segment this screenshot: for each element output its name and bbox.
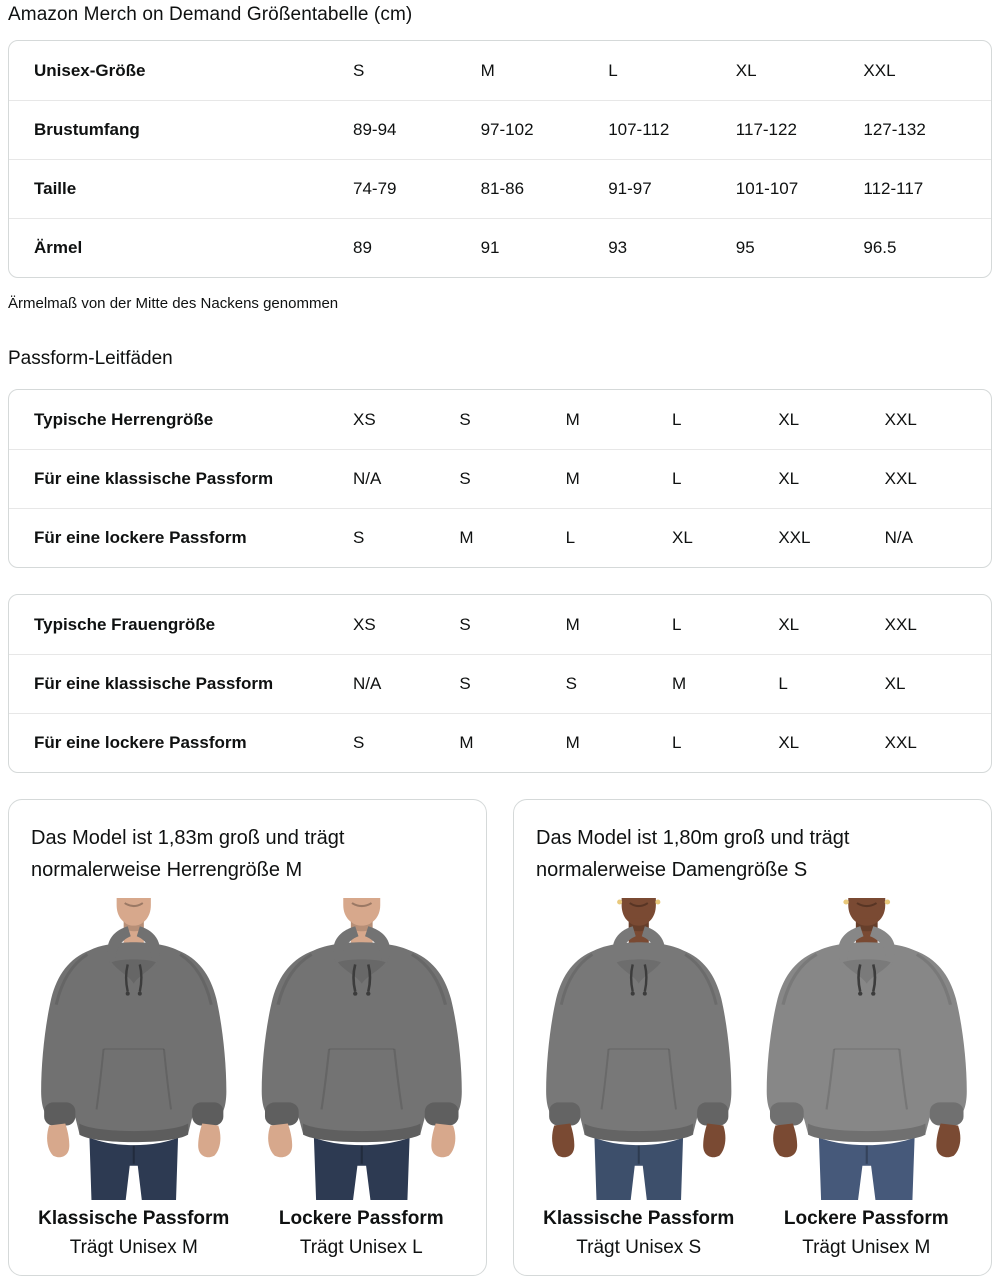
cell-value: XXL: [884, 614, 917, 634]
cell-value: 91-97: [608, 179, 652, 198]
cell-value: L: [672, 469, 682, 488]
cell-value: L: [778, 674, 788, 693]
fit-label: Klassische Passform: [543, 1208, 735, 1230]
cell-value: N/A: [353, 469, 382, 488]
cell-value: 96.5: [863, 238, 897, 257]
cell-value: N/A: [884, 528, 913, 547]
size-label: Trägt Unisex M: [802, 1237, 931, 1259]
table-row-classic-fit: [9, 654, 991, 713]
unisex-size-table: [8, 40, 992, 278]
table-row-sleeve: [9, 218, 991, 277]
row-label: Für eine klassische Passform: [34, 674, 274, 693]
size-label: Trägt Unisex M: [69, 1237, 198, 1259]
model-figure-classic: [23, 898, 245, 1259]
table-row-waist: [9, 159, 991, 218]
size-label: Trägt Unisex L: [299, 1237, 423, 1259]
model-card-men: [8, 799, 487, 1276]
cell-value: XS: [353, 614, 376, 634]
cell-value: XL: [778, 409, 800, 429]
cell-value: XS: [353, 409, 376, 429]
cell-value: S: [353, 528, 365, 547]
cell-value: S: [565, 674, 577, 693]
row-label: Für eine klassische Passform: [34, 469, 274, 488]
cell-value: XXL: [884, 409, 917, 429]
size-table-header-label: Unisex-Größe: [34, 60, 146, 80]
cell-value: M: [565, 733, 580, 752]
row-label: Ärmel: [34, 238, 83, 257]
model-cards: [8, 799, 992, 1276]
cell-value: 101-107: [735, 179, 799, 198]
row-label: Taille: [34, 179, 77, 198]
cell-value: M: [672, 674, 687, 693]
table-row-loose-fit: [9, 508, 991, 567]
cell-value: S: [459, 409, 471, 429]
figure-caption: [528, 1208, 750, 1259]
cell-value: M: [565, 614, 580, 634]
cell-value: L: [672, 409, 682, 429]
sleeve-measurement-note: Ärmelmaß von der Mitte des Nackens genommen: [8, 295, 339, 312]
size-table-header-row: [9, 41, 991, 100]
female-model-loose-fit-hoodie-photo: [756, 898, 978, 1200]
cell-value: L: [672, 733, 682, 752]
cell-value: 74-79: [353, 179, 397, 198]
cell-value: 89: [353, 238, 372, 257]
table-row-classic-fit: [9, 449, 991, 508]
cell-value: 95: [735, 238, 755, 257]
cell-value: S: [459, 469, 471, 488]
figures-row: [528, 898, 977, 1259]
figure-caption: [756, 1208, 978, 1259]
cell-value: XXL: [778, 528, 811, 547]
fit-label: Lockere Passform: [783, 1208, 949, 1230]
cell-value: S: [459, 614, 471, 634]
row-label: Typische Herrengröße: [34, 409, 214, 429]
female-model-classic-fit-hoodie-photo: [528, 898, 750, 1200]
cell-value: 93: [608, 238, 628, 257]
model-card-women: [513, 799, 992, 1276]
row-label: Brustumfang: [34, 120, 140, 139]
size-label: Trägt Unisex S: [576, 1237, 702, 1259]
row-label: Für eine lockere Passform: [34, 528, 247, 547]
size-column-xl: XL: [735, 60, 757, 80]
figure-caption: [251, 1208, 473, 1259]
table-row-chest: [9, 100, 991, 159]
table-row-typical-womens-size: [9, 595, 991, 654]
figure-caption: [23, 1208, 245, 1259]
cell-value: S: [353, 733, 365, 752]
mens-fit-table: [8, 389, 992, 568]
model-description: Das Model ist 1,83m groß und trägt normalerweise Herrengröße M: [31, 827, 345, 881]
cell-value: XXL: [884, 469, 917, 488]
male-model-classic-fit-hoodie-photo: [23, 898, 245, 1200]
cell-value: 89-94: [353, 120, 397, 139]
model-figure-loose: [756, 898, 978, 1259]
cell-value: 91: [480, 238, 500, 257]
cell-value: 127-132: [863, 120, 926, 139]
model-figure-classic: [528, 898, 750, 1259]
row-label: Typische Frauengröße: [34, 614, 216, 634]
size-column-m: M: [480, 60, 495, 80]
size-column-l: L: [608, 60, 618, 80]
cell-value: XXL: [884, 733, 917, 752]
model-figure-loose: [251, 898, 473, 1259]
cell-value: M: [565, 469, 580, 488]
fit-label: Lockere Passform: [278, 1208, 444, 1230]
cell-value: XL: [778, 733, 800, 752]
cell-value: XL: [778, 614, 800, 634]
cell-value: L: [565, 528, 576, 547]
cell-value: S: [459, 674, 471, 693]
cell-value: M: [459, 733, 474, 752]
fit-guides-heading: Passform-Leitfäden: [8, 348, 173, 369]
cell-value: N/A: [353, 674, 382, 693]
cell-value: 97-102: [480, 120, 534, 139]
cell-value: 107-112: [608, 120, 670, 139]
model-description: Das Model ist 1,80m groß und trägt normalerweise Damengröße S: [536, 827, 850, 881]
row-label: Für eine lockere Passform: [34, 733, 247, 752]
cell-value: XL: [778, 469, 800, 488]
cell-value: M: [459, 528, 474, 547]
male-model-loose-fit-hoodie-photo: [251, 898, 473, 1200]
table-row-loose-fit: [9, 713, 991, 772]
womens-fit-table: [8, 594, 992, 773]
fit-label: Klassische Passform: [38, 1208, 230, 1230]
figures-row: [23, 898, 472, 1259]
page-title: Amazon Merch on Demand Größentabelle (cm): [8, 4, 413, 25]
cell-value: XL: [672, 528, 693, 547]
table-row-typical-mens-size: [9, 390, 991, 449]
cell-value: M: [565, 409, 580, 429]
size-column-xxl: XXL: [863, 60, 896, 80]
cell-value: 117-122: [735, 120, 797, 139]
cell-value: L: [672, 614, 682, 634]
cell-value: XL: [884, 674, 906, 693]
size-column-s: S: [353, 60, 365, 80]
cell-value: 112-117: [863, 179, 924, 198]
cell-value: 81-86: [480, 179, 525, 198]
